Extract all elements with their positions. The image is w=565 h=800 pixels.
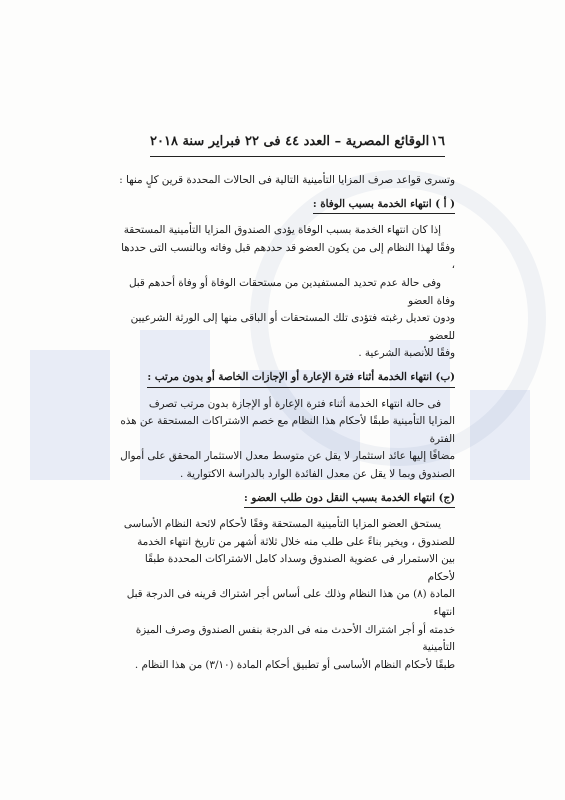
section-b-line: المزايا التأمينية طبقًا لأحكام هذا النظام مع خصم الاشتراكات المستحقة عن هذه الفترة <box>120 415 455 445</box>
section-c-line: خدمته أو أجر اشتراك الأحدث منه فى الدرجة بنفس الصندوق وصرف الميزة التأمينية <box>135 623 455 654</box>
section-b-line: مضافًا إليها عائد استثمار لا يقل عن متوسط معدل الاستثمار المحقق على أموال <box>120 450 455 463</box>
section-a-line: ودون تعديل رغبته فتؤدى تلك المستحقات أو الباقى منها إلى الورثة الشرعيين للعضو <box>130 312 455 342</box>
document-body <box>115 172 455 674</box>
section-c-line: بين الاستمرار فى عضوية الصندوق وسداد كامل الاشتراكات المحددة طبقًا لأحكام <box>144 553 455 583</box>
section-b-heading: (ب) انتهاء الخدمة أثناء فترة الإعارة أو الإجازات الخاصة أو بدون مرتب : <box>147 369 455 388</box>
section-b-line: الصندوق وبما لا يقل عن معدل الفائدة الوارد بالدراسة الاكتوارية . <box>180 467 455 480</box>
section-c-line: للصندوق ، ويخير بناءً على طلب منه خلال ثلاثة أشهر من تاريخ انتهاء الخدمة <box>137 535 455 548</box>
section-c <box>115 484 455 675</box>
section-b-line: فى حالة انتهاء الخدمة أثناء فترة الإعارة أو الإجازة بدون مرتب تصرف <box>148 397 441 410</box>
section-a-line: وفقًا للأنصبة الشرعية . <box>358 347 455 360</box>
intro-paragraph: وتسرى قواعد صرف المزايا التأمينية التالية فى الحالات المحددة قرين كلٍ منها : <box>119 174 455 186</box>
section-a-line: وفى حالة عدم تحديد المستفيدين من مستحقات الوفاة أو وفاة أحدهم قبل وفاة العضو <box>128 276 455 307</box>
section-a-heading: ( أ ) انتهاء الخدمة بسبب الوفاة : <box>313 196 455 215</box>
section-a-line: إذا كان انتهاء الخدمة بسبب الوفاة يؤدى الصندوق المزايا التأمينية المستحقة <box>123 224 441 237</box>
publication-title: الوقائع المصرية – العدد ٤٤ فى ٢٢ فبراير سنة ٢٠١٨ <box>150 133 430 149</box>
section-c-line: المادة (٨) من هذا النظام وذلك على أساس أجر اشتراك قرينه فى الدرجة قبل انتهاء <box>126 588 455 619</box>
page-header <box>150 130 445 152</box>
section-c-line: يستحق العضو المزايا التأمينية المستحقة وفقًا لأحكام لائحة النظام الأساسى <box>123 518 441 531</box>
section-a <box>115 190 455 363</box>
page-number: ١٦ <box>431 133 445 149</box>
section-a-line: وفقًا لهذا النظام إلى من يكون العضو قد حددهم قبل وفاته وبالنسب التى حددها ، <box>121 241 455 272</box>
section-b <box>115 363 455 484</box>
section-c-line: طبقًا لأحكام النظام الأساسى أو تطبيق أحكام المادة (٣/١٠) من هذا النظام . <box>134 658 455 671</box>
header-divider <box>150 156 445 157</box>
section-c-heading: (ج) انتهاء الخدمة بسبب النقل دون طلب العضو : <box>244 490 455 509</box>
